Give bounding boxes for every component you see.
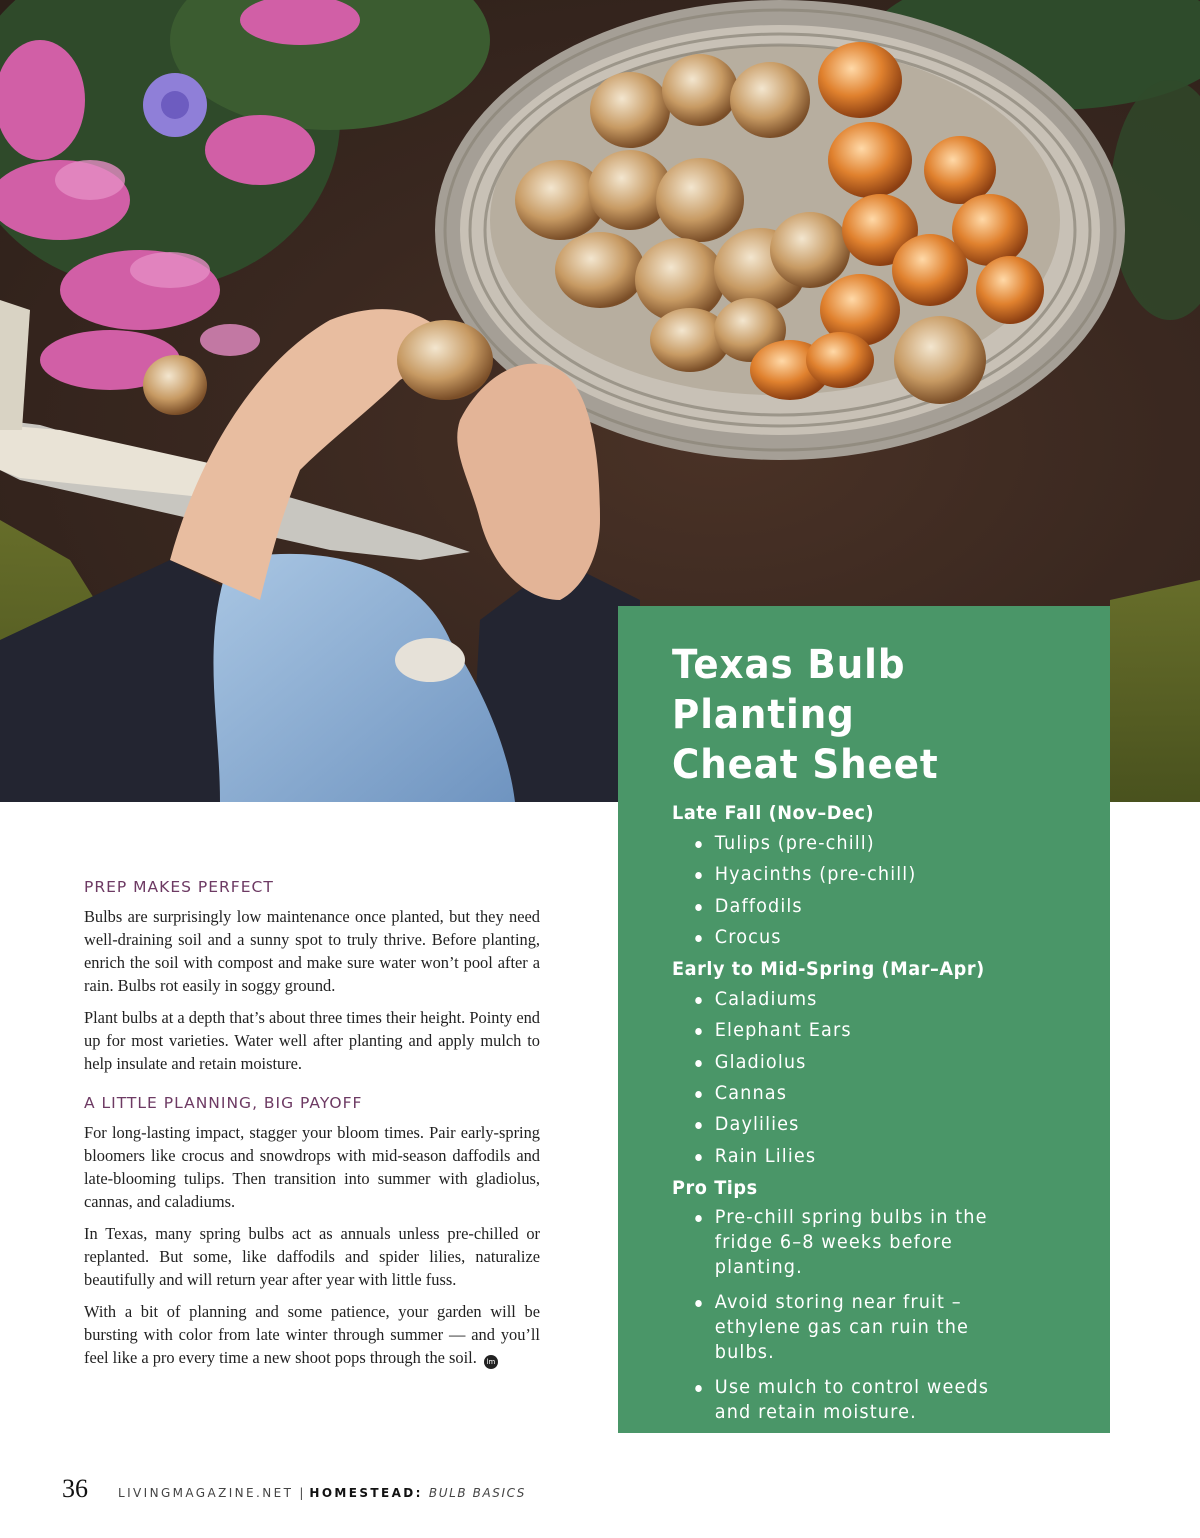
- section-heading-pro-tips: Pro Tips: [672, 1176, 758, 1199]
- footer-separator: |: [299, 1486, 304, 1500]
- paragraph: Bulbs are surprisingly low maintenance once planted, but they need well-draining soil and a sunny spot to truly thrive. Before planting, enrich the soil with compost and make sure water won’t pool after a rain. Bulbs rot easily in soggy ground.: [84, 907, 540, 995]
- list-item: Gladiolus: [672, 1047, 1061, 1078]
- list-item: Tulips (pre-chill): [672, 828, 1061, 859]
- page-number: 36: [62, 1474, 88, 1503]
- list-item: Caladiums: [672, 984, 1061, 1015]
- tip-item: Replant annual bulbs each year for best blooms.: [672, 1435, 1061, 1485]
- tip-item: Use mulch to control weeds and retain moisture.: [672, 1375, 1061, 1425]
- subheading-planning: A LITTLE PLANNING, BIG PAYOFF: [84, 1094, 363, 1112]
- cheat-sheet-box: [618, 606, 1110, 1483]
- section-heading-late-fall: Late Fall (Nov–Dec): [672, 802, 875, 824]
- page-footer: [62, 1474, 526, 1504]
- paragraph: For long-lasting impact, stagger your bloom times. Pair early-spring bloomers like crocus and snowdrops with mid-season daffodils and late-blooming tulips. Then transition into summer with gladiolus, cannas, and caladiums.: [84, 1123, 540, 1211]
- cheat-sheet-title-line2: Cheat Sheet: [672, 742, 939, 788]
- cheat-sheet-title-line1: Texas Bulb Planting: [672, 642, 906, 738]
- paragraph-final: [84, 1300, 540, 1369]
- section-heading-spring: Early to Mid-Spring (Mar–Apr): [672, 958, 985, 981]
- tip-item: Avoid storing near fruit – ethylene gas can ruin the bulbs.: [672, 1290, 1061, 1365]
- late-fall-list: [672, 828, 1090, 953]
- paragraph-text: With a bit of planning and some patience, your garden will be bursting with color from late winter through summer — and you’ll feel like a pro every time a new shoot pops through the soil.: [84, 1302, 540, 1367]
- paragraph: In Texas, many spring bulbs act as annuals unless pre-chilled or replanted. But some, like daffodils and spider lilies, naturalize beautifully and will return year after year with little fuss.: [84, 1224, 540, 1289]
- list-item: Daylilies: [672, 1109, 1061, 1140]
- list-item: Daffodils: [672, 891, 1061, 922]
- paragraph: Plant bulbs at a depth that’s about three times their height. Pointy end up for most varieties. Water well after planting and apply mulch to help insulate and retain moisture.: [84, 1008, 540, 1073]
- section-name: HOMESTEAD:: [309, 1486, 423, 1500]
- list-item: Cannas: [672, 1078, 1061, 1109]
- spring-list: [672, 984, 1090, 1172]
- tip-item: Pre-chill spring bulbs in the fridge 6–8 weeks before planting.: [672, 1205, 1061, 1280]
- subheading-prep: PREP MAKES PERFECT: [84, 878, 274, 896]
- site-link[interactable]: LIVINGMAGAZINE.NET: [118, 1486, 294, 1500]
- pro-tips-list: [672, 1205, 1090, 1485]
- cheat-sheet-title: [672, 640, 1061, 790]
- article-body: [84, 878, 540, 1378]
- list-item: Crocus: [672, 922, 1061, 953]
- list-item: Rain Lilies: [672, 1141, 1061, 1172]
- list-item: Elephant Ears: [672, 1015, 1061, 1046]
- list-item: Hyacinths (pre-chill): [672, 859, 1061, 890]
- subsection-name: BULB BASICS: [428, 1486, 527, 1500]
- end-mark-icon: lm: [484, 1355, 498, 1369]
